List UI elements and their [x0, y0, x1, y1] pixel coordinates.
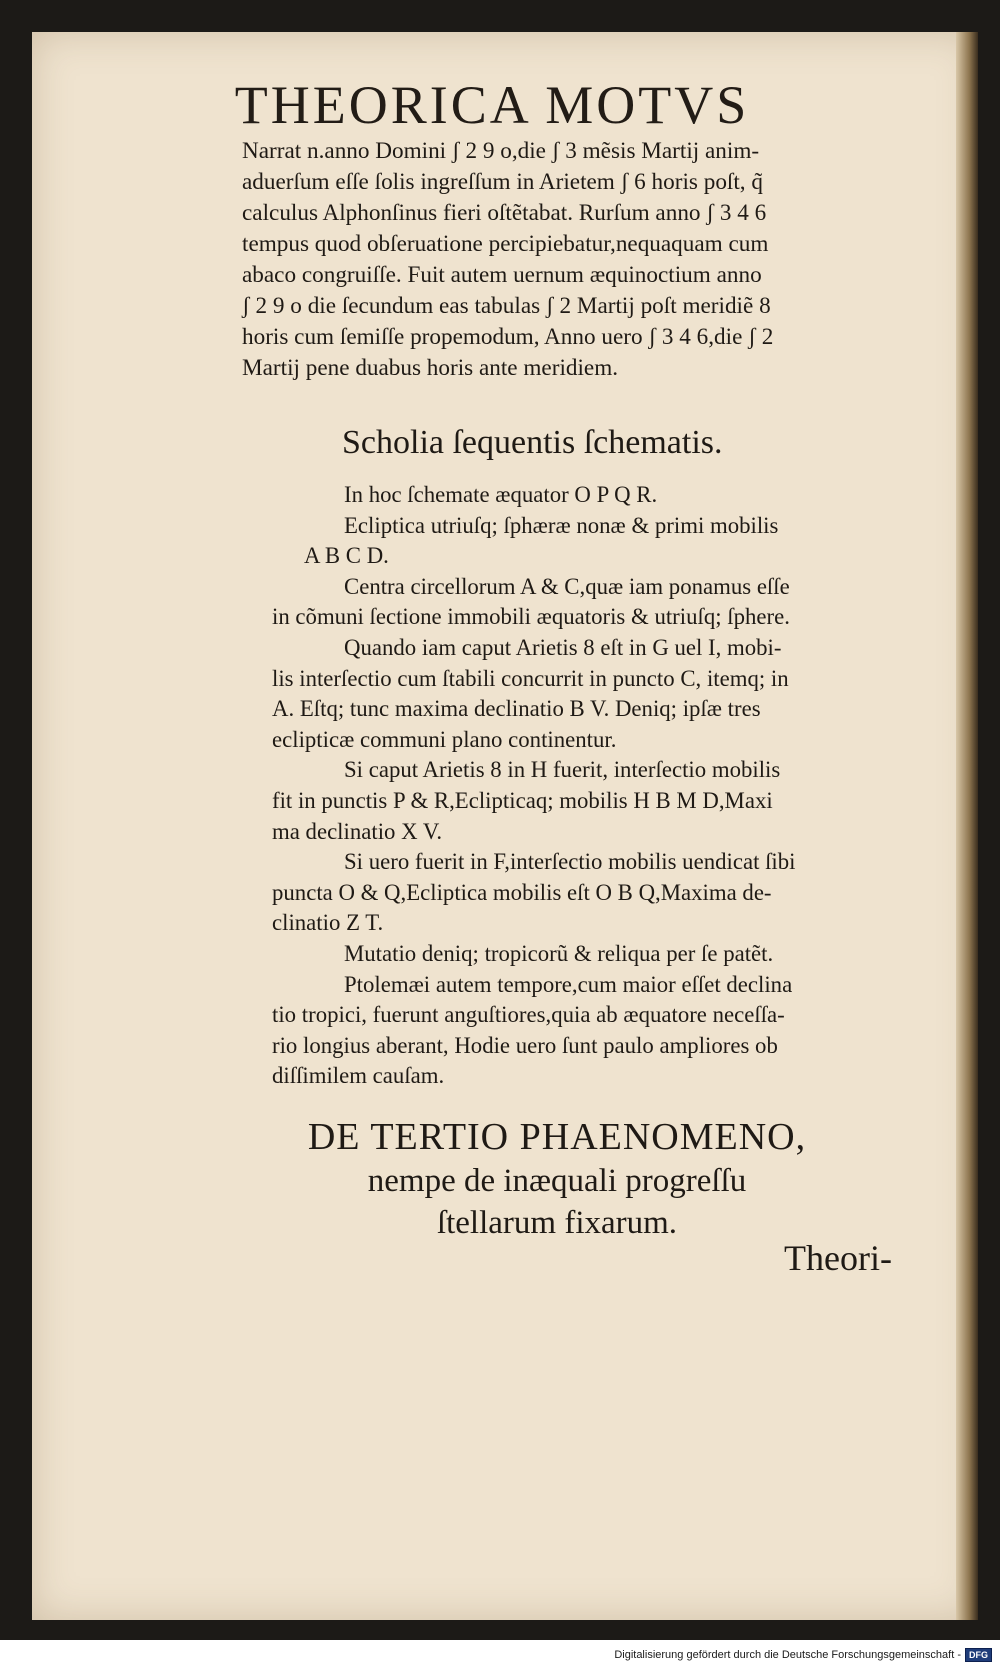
digitization-credit: [614, 1648, 992, 1662]
scholia-line: fit in punctis P & R,Eclipticaq; mobilis H B M D,Maxi: [272, 787, 773, 813]
text-line: horis cum ſemiſſe propemodum, Anno uero ʃ 3 4 6,die ʃ 2: [242, 324, 774, 350]
section-heading-line-1: DE TERTIO PHAENOMENO,: [307, 1116, 807, 1158]
scholia-line: Ptolemæi autem tempore,cum maior eſſet declina: [344, 971, 793, 997]
scholia-line: Si uero fuerit in F,interſectio mobilis uendicat ſibi: [344, 849, 796, 875]
main-paragraph: [242, 136, 932, 384]
catchword: Theori-: [784, 1238, 892, 1278]
scholia-line: rio longius aberant, Hodie uero ſunt paulo ampliores ob: [272, 1032, 778, 1058]
scholia-line: puncta O & Q,Ecliptica mobilis eſt O B Q,Maxima de-: [272, 879, 772, 905]
page-edge: [956, 32, 978, 1620]
scholia-line: A B C D.: [304, 543, 389, 569]
scholia-line: clinatio Z T.: [272, 910, 384, 936]
text-line: aduerſum eſſe ſolis ingreſſum in Arietem ʃ 6 horis poſt, q̃: [242, 169, 763, 195]
section-heading-line-3: ſtellarum fixarum.: [436, 1205, 678, 1241]
scholia-line: A. Eſtq; tunc maxima declinatio B V. Deniq; ipſæ tres: [272, 696, 761, 722]
scholia-line: lis interſectio cum ſtabili concurrit in puncto C, itemq; in: [272, 665, 789, 691]
credit-text: Digitalisierung gefördert durch die Deutsche Forschungsgemeinschaft -: [614, 1649, 961, 1661]
scholia-paragraphs: [272, 480, 932, 1092]
scholia-line: Centra circellorum A & C,quæ iam ponamus eſſe: [344, 573, 790, 599]
scholia-line: ma declinatio X V.: [272, 818, 443, 844]
scholia-heading: Scholia ſequentis ſchematis.: [342, 424, 723, 461]
book-page: [32, 32, 978, 1620]
scholia-line: tio tropici, fuerunt anguſtiores,quia ab æquatore neceſſa-: [272, 1002, 785, 1028]
section-heading: [32, 1114, 932, 1244]
running-header-title: THEORICA MOTVS: [234, 75, 750, 135]
scholia-line: Ecliptica utriuſq; ſphæræ nonæ & primi mobilis: [344, 512, 779, 538]
scholia-line: in cõmuni ſectione immobili æquatoris & utriuſq; ſphere.: [272, 604, 790, 630]
text-line: ʃ 2 9 o die ſecundum eas tabulas ʃ 2 Martij poſt meridiẽ 8: [242, 293, 771, 319]
scholia-line: Si caput Arietis 8 in H fuerit, interſectio mobilis: [344, 757, 781, 783]
scholia-line: Quando iam caput Arietis 8 eſt in G uel I, mobi-: [344, 634, 782, 660]
text-line: calculus Alphonſinus fieri oſtẽtabat. Rurſum anno ʃ 3 4 6: [242, 200, 767, 226]
scholia-line: eclipticæ communi plano continentur.: [272, 726, 617, 752]
dfg-logo: DFG: [965, 1648, 992, 1662]
text-line: abaco congruiſſe. Fuit autem uernum æquinoctium anno: [242, 262, 762, 288]
text-line: Martij pene duabus horis ante meridiem.: [242, 355, 619, 381]
text-line: Narrat n.anno Domini ʃ 2 9 o,die ʃ 3 mẽsis Martij anim-: [242, 138, 760, 164]
section-heading-line-2: nempe de inæquali progreſſu: [367, 1163, 747, 1199]
scholia-line: Mutatio deniq; tropicorũ & reliqua per ſe patẽt.: [344, 940, 774, 966]
text-line: tempus quod obſeruatione percipiebatur,nequaquam cum: [242, 231, 769, 257]
scholia-line: diſſimilem cauſam.: [272, 1063, 445, 1089]
scholia-line: In hoc ſchemate æquator O P Q R.: [344, 482, 658, 507]
